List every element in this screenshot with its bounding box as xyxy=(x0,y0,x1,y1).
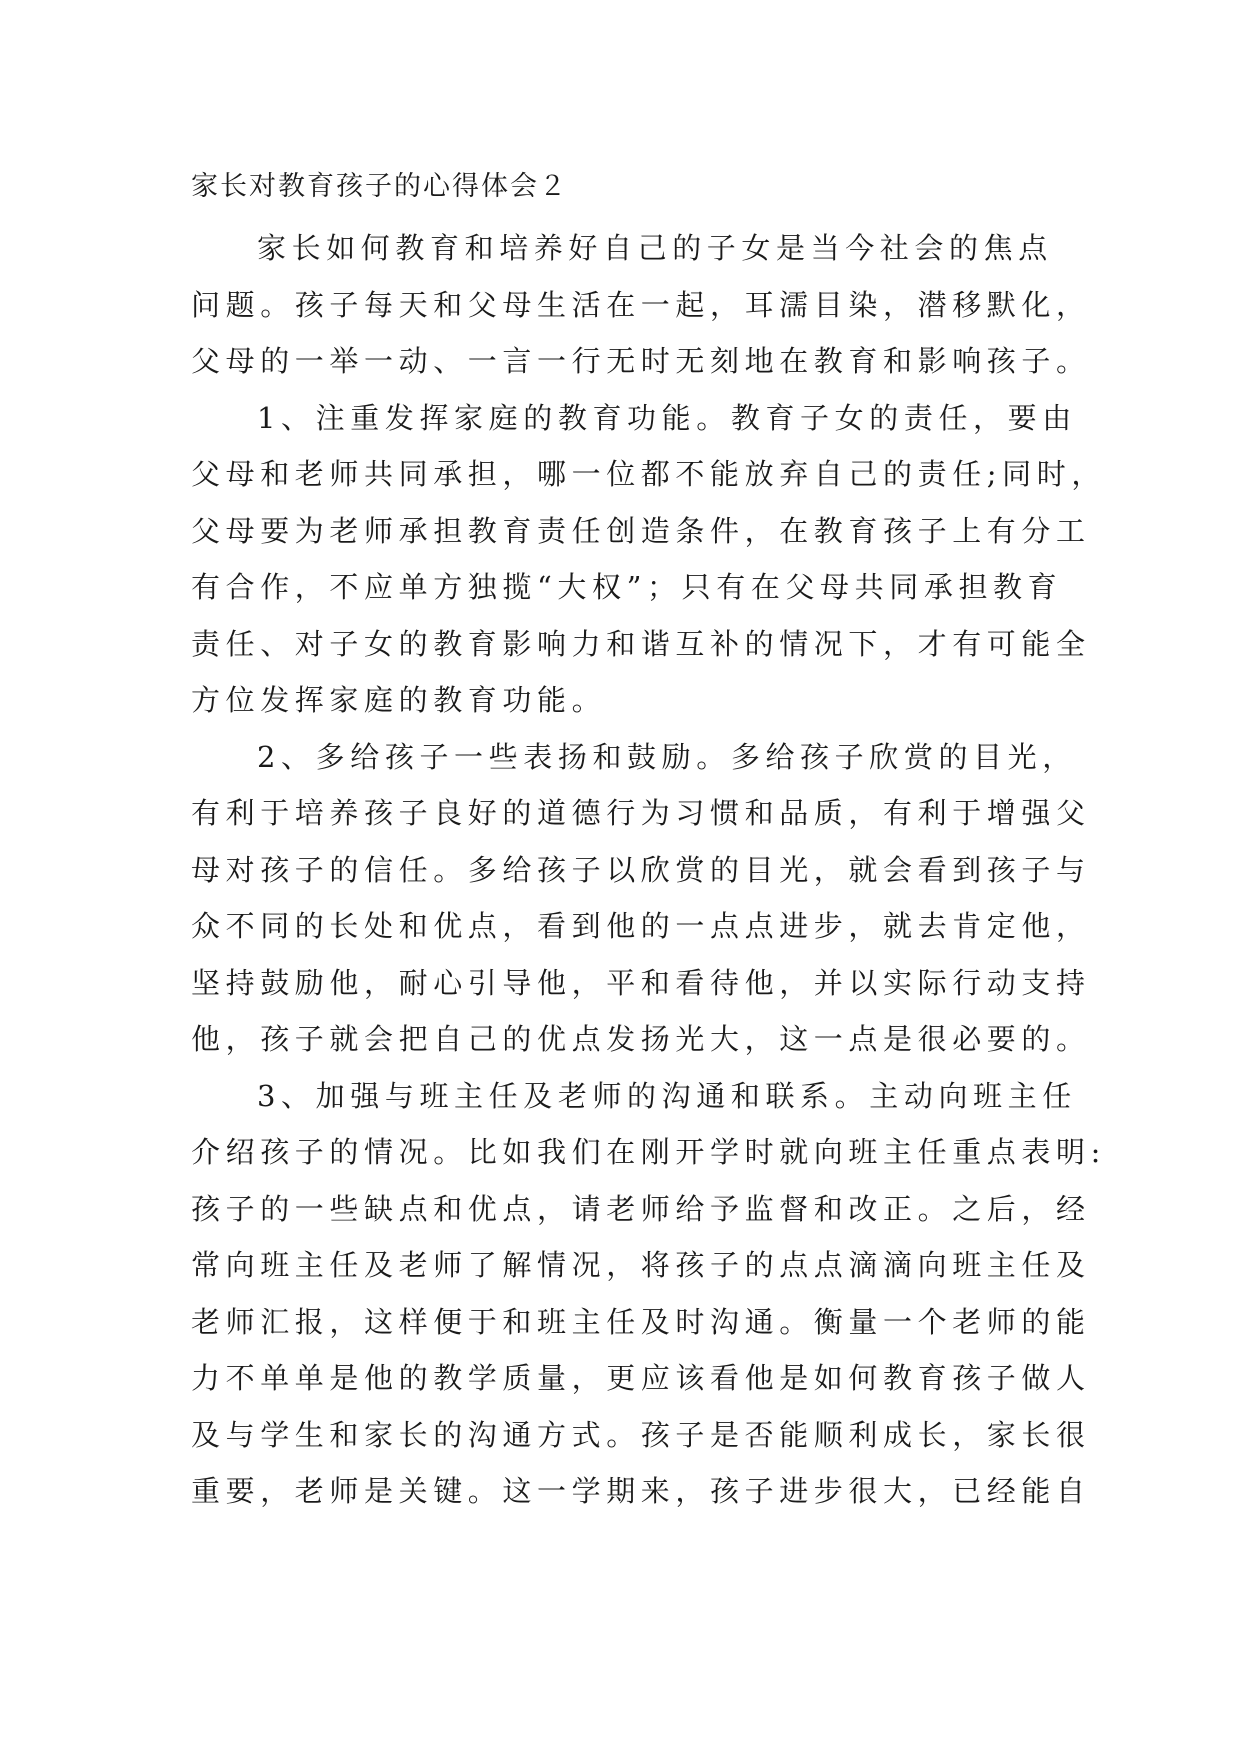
paragraph-line: 力不单单是他的教学质量，更应该看他是如何教育孩子做人 xyxy=(191,1361,1091,1395)
paragraph-line: 常向班主任及老师了解情况，将孩子的点点滴滴向班主任及 xyxy=(191,1248,1091,1282)
paragraph-2 xyxy=(191,390,1106,729)
paragraph-line: 老师汇报，这样便于和班主任及时沟通。衡量一个老师的能 xyxy=(191,1304,1091,1339)
paragraph-line: 及与学生和家长的沟通方式。孩子是否能顺利成长，家长很 xyxy=(191,1417,1091,1452)
document-body xyxy=(191,220,1106,1520)
paragraph-line: 孩子的一些缺点和优点，请老师给予监督和改正。之后，经 xyxy=(191,1191,1091,1226)
paragraph-line: 坚持鼓励他，耐心引导他，平和看待他，并以实际行动支持 xyxy=(191,965,1091,1000)
paragraph-line: 父母和老师共同承担，哪一位都不能放弃自己的责任;同时， xyxy=(191,457,1106,491)
paragraph-line: 责任、对子女的教育影响力和谐互补的情况下，才有可能全 xyxy=(191,626,1091,661)
paragraph-line: 问题。孩子每天和父母生活在一起，耳濡目染，潜移默化， xyxy=(191,287,1091,322)
paragraph-line: 众不同的长处和优点，看到他的一点点进步，就去肯定他， xyxy=(191,909,1091,943)
paragraph-line: 有合作，不应单方独揽“大权”；只有在父母共同承担教育 xyxy=(191,570,1063,604)
paragraph-4 xyxy=(191,1068,1106,1520)
paragraph-line: 他，孩子就会把自己的优点发扬光大，这一点是很必要的。 xyxy=(191,1022,1091,1056)
paragraph-line: 父母要为老师承担教育责任创造条件，在教育孩子上有分工 xyxy=(191,513,1091,548)
paragraph-line: 母对孩子的信任。多给孩子以欣赏的目光，就会看到孩子与 xyxy=(191,852,1091,887)
paragraph-line: 家长如何教育和培养好自己的子女是当今社会的焦点 xyxy=(257,231,1053,265)
paragraph-3 xyxy=(191,729,1091,1068)
paragraph-line: 父母的一举一动、一言一行无时无刻地在教育和影响孩子。 xyxy=(191,344,1091,378)
paragraph-line: 2、多给孩子一些表扬和鼓励。多给孩子欣赏的目光， xyxy=(257,739,1077,774)
paragraph-line: 3、加强与班主任及老师的沟通和联系。主动向班主任 xyxy=(257,1078,1077,1113)
paragraph-line: 介绍孩子的情况。比如我们在刚开学时就向班主任重点表明: xyxy=(191,1135,1106,1169)
paragraph-line: 重要，老师是关键。这一学期来，孩子进步很大，已经能自 xyxy=(191,1474,1091,1508)
paragraph-line: 1、注重发挥家庭的教育功能。教育子女的责任，要由 xyxy=(257,400,1077,435)
paragraph-line: 有利于培养孩子良好的道德行为习惯和品质，有利于增强父 xyxy=(191,796,1091,830)
document-title: 家长对教育孩子的心得体会２ xyxy=(191,171,568,202)
paragraph-1 xyxy=(191,220,1091,390)
paragraph-line: 方位发挥家庭的教育功能。 xyxy=(191,683,607,717)
